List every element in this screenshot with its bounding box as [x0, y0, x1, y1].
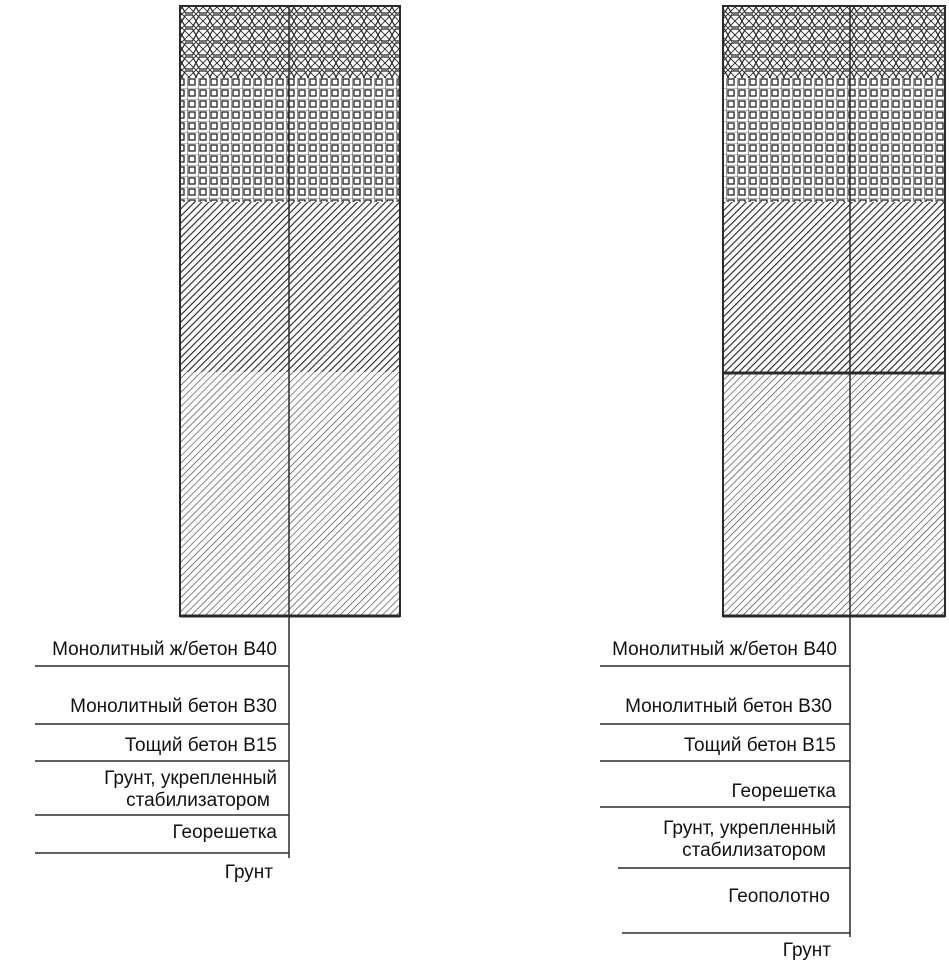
left-label-lean-concrete-b15: Тощий бетон В15	[124, 735, 277, 756]
left-layer-lean-concrete-b15	[180, 202, 400, 372]
right-layer-lean-concrete-b15	[723, 202, 945, 372]
right-layer-stack	[723, 6, 945, 616]
right-label-stabilized-soil-line-1: Грунт, укрепленный	[663, 818, 836, 839]
right-layer-concrete-b30	[723, 78, 945, 202]
left-layer-concrete-b30	[180, 78, 400, 202]
left-layer-stabilized-soil	[180, 372, 400, 616]
right-layer-stabilized-soil	[723, 372, 945, 616]
right-label-geogrid: Георешетка	[731, 781, 836, 802]
left-label-stabilized-soil-line-2: стабилизатором	[126, 790, 270, 811]
left-layer-stack	[180, 6, 400, 616]
right-label-reinforced-concrete-b40: Монолитный ж/бетон В40	[612, 639, 837, 660]
right-layer-reinforced-concrete-b40	[723, 6, 945, 78]
left-label-geogrid: Георешетка	[172, 822, 277, 843]
right-labels	[612, 639, 837, 961]
right-label-concrete-b30: Монолитный бетон В30	[625, 696, 832, 717]
right-label-lean-concrete-b15: Тощий бетон В15	[683, 735, 836, 756]
left-label-soil-base: Грунт	[224, 862, 273, 883]
left-label-reinforced-concrete-b40: Монолитный ж/бетон В40	[52, 639, 277, 660]
left-label-concrete-b30: Монолитный бетон В30	[70, 696, 277, 717]
right-label-stabilized-soil-line-2: стабилизатором	[682, 840, 826, 861]
right-label-geotextile: Геополотно	[728, 886, 830, 907]
left-label-stabilized-soil-line-1: Грунт, укрепленный	[104, 768, 277, 789]
left-layer-reinforced-concrete-b40	[180, 6, 400, 78]
right-label-soil-base: Грунт	[782, 940, 831, 961]
